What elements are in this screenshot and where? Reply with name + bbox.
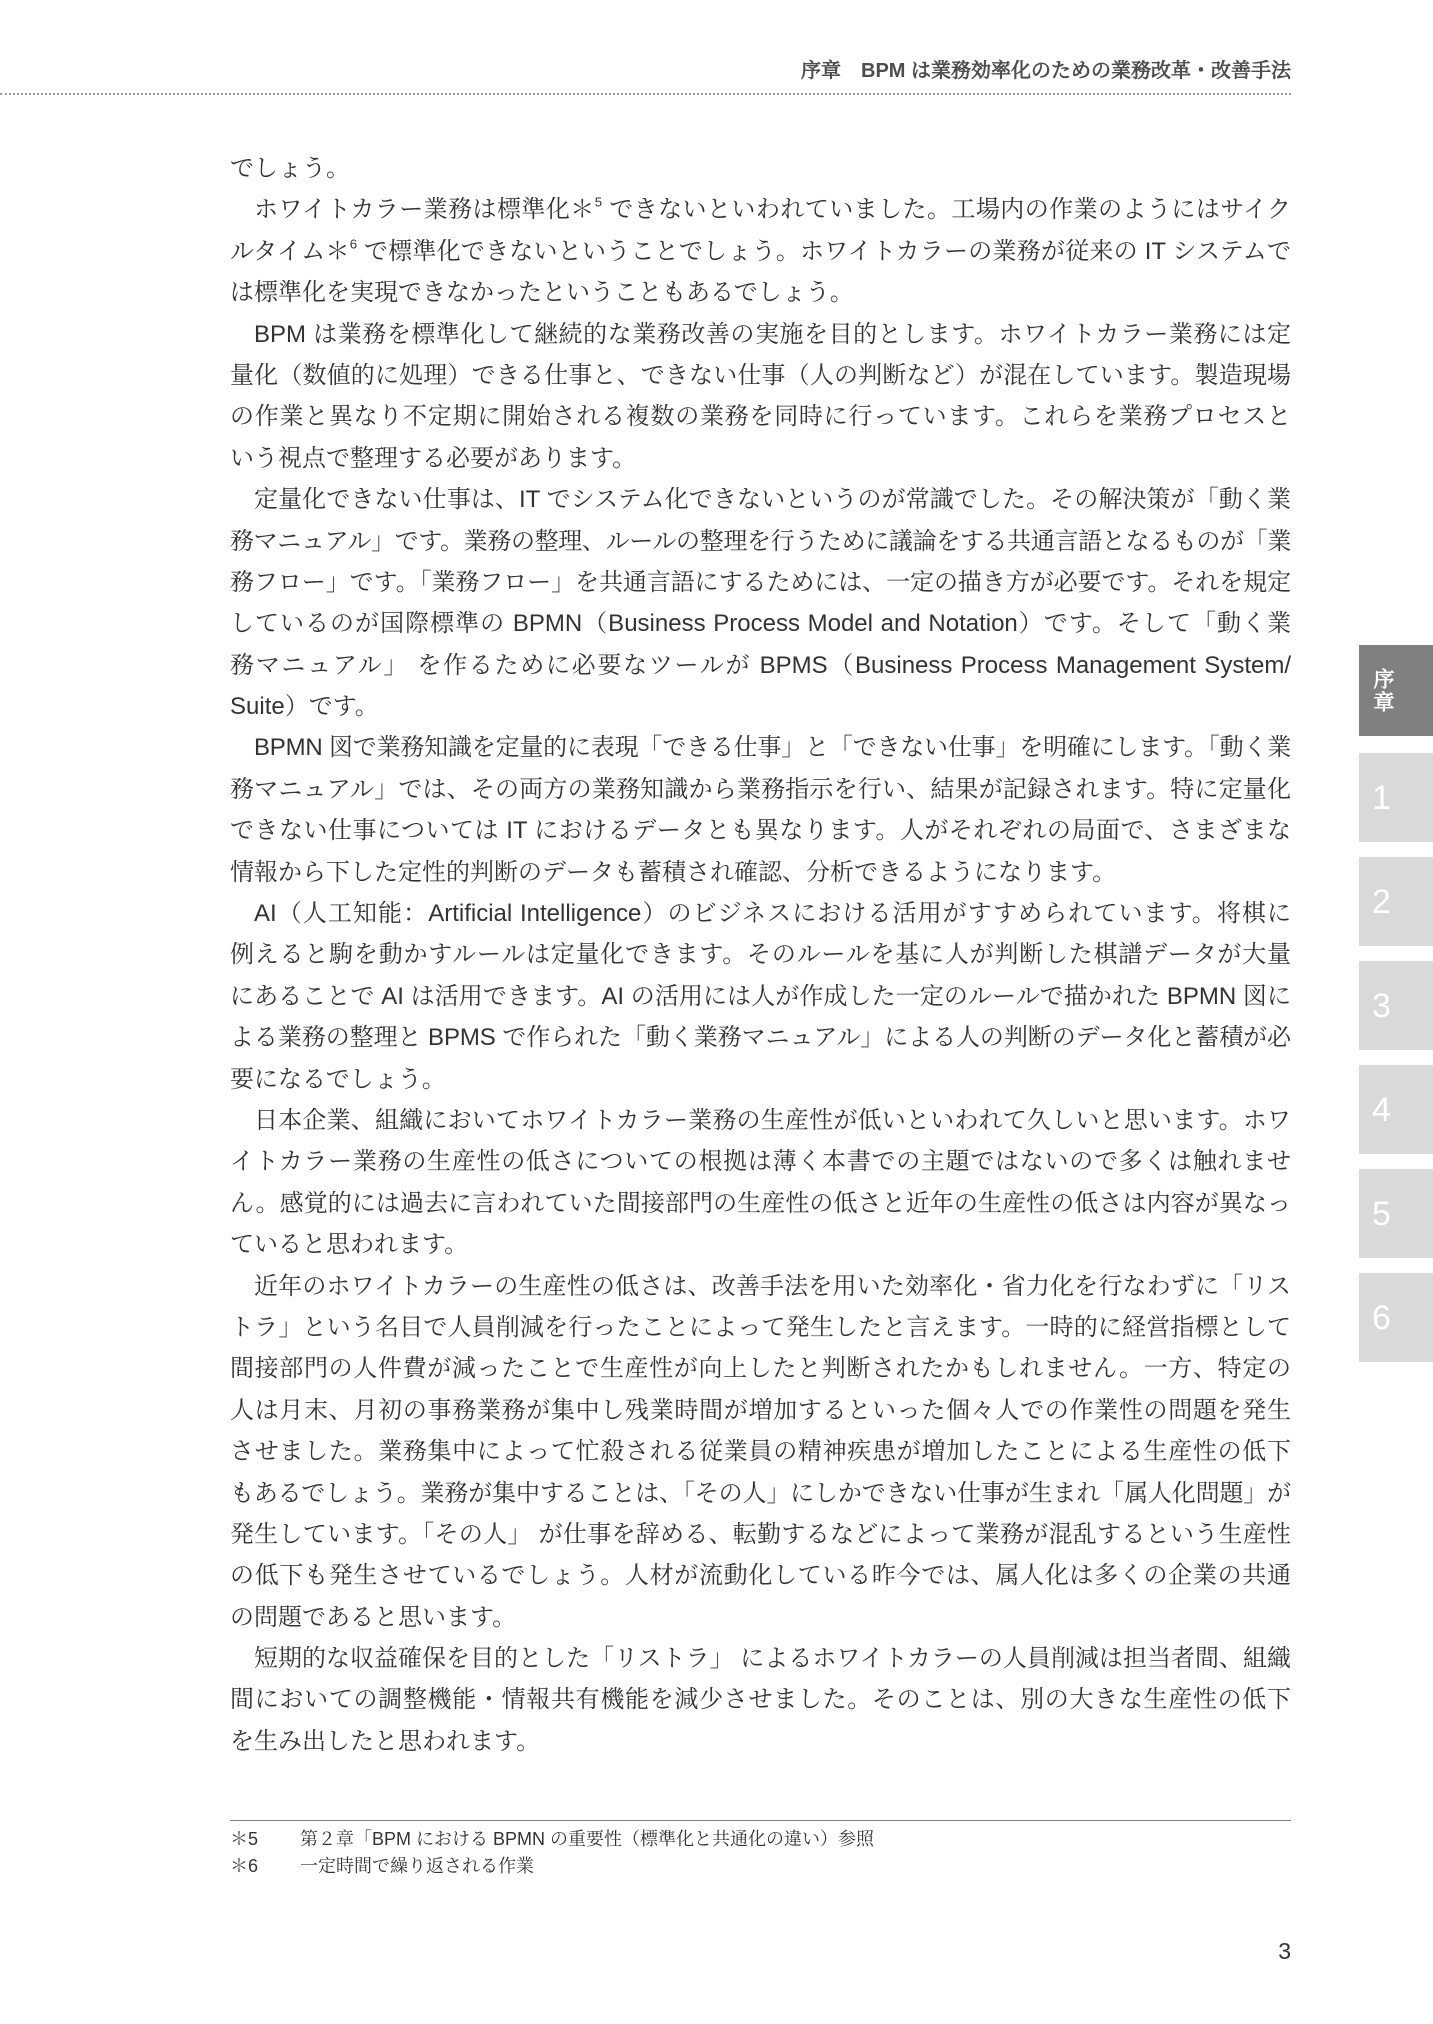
text-line: 定量化できない仕事は、IT でシステム化できないというのが常識でした。その解決策が「動く業 [254, 486, 1291, 514]
text-line: 例えると駒を動かすルールは定量化できます。そのルールを基に人が判断した棋譜データが大量 [230, 941, 1291, 969]
text-segment: できないといわれていました。工場内の作業のようにはサイク [602, 196, 1292, 224]
text-line: 量化（数値的に処理）できる仕事と、できない仕事（人の判断など）が混在しています。製造現場 [230, 361, 1291, 389]
footnote-mark: ＊6 [230, 1856, 259, 1876]
text-line: 務マニュアル」 を作るために必要なツールが BPMS（Business Process Management System/ [230, 651, 1291, 679]
header-dotted-rule [0, 93, 1291, 95]
footnote-mark: ＊5 [230, 1829, 259, 1849]
footnotes [230, 1826, 1291, 1880]
note-reference: 6 [349, 236, 358, 252]
chapter-tab-5 [1359, 1169, 1433, 1258]
paragraph [230, 314, 1291, 480]
footnote-text: 第２章「BPM における BPMN の重要性（標準化と共通化の違い）参照 [300, 1829, 875, 1849]
text-line: AI（人工知能：Artificial Intelligence）のビジネスにおける活用がすすめられています。将棋に [254, 900, 1291, 928]
text-segment: ホワイトカラー業務は標準化＊ [254, 196, 595, 224]
text-line: の問題であると思います。 [230, 1603, 517, 1631]
chapter-tab-label: 序章 [1371, 667, 1394, 714]
paragraph [230, 148, 1291, 189]
text-line: 間においての調整機能・情報共有機能を減少させました。そのことは、別の大きな生産性の低下 [230, 1686, 1291, 1714]
text-line [230, 231, 1291, 272]
text-line: 情報から下した定性的判断のデータも蓄積され確認、分析できるようになります。 [230, 858, 1117, 886]
chapter-tab-label: 5 [1372, 1194, 1391, 1233]
text-line: 近年のホワイトカラーの生産性の低さは、改善手法を用いた効率化・省力化を行なわずに「リス [254, 1272, 1291, 1300]
text-line: もあるでしょう。業務が集中することは、「その人」にしかできない仕事が生まれ「属人化問題」が [230, 1479, 1291, 1507]
text-line: しているのが国際標準の BPMN（Business Process Model and Notation）です。そして「動く業 [230, 610, 1291, 638]
text-line: ていると思われます。 [230, 1231, 469, 1259]
text-line: 要になるでしょう。 [230, 1065, 446, 1093]
chapter-tab-2 [1359, 857, 1433, 946]
page-number: 3 [1278, 1938, 1291, 1964]
chapter-index-tabs [1359, 645, 1433, 1377]
body-text [230, 148, 1291, 1762]
text-line [230, 189, 1291, 230]
paragraph [230, 1266, 1291, 1639]
text-line: 人は月末、月初の事務業務が集中し残業時間が増加するといった個々人での作業性の問題を発生 [230, 1396, 1291, 1424]
text-line: させました。業務集中によって忙殺される従業員の精神疾患が増加したことによる生産性の低下 [230, 1438, 1291, 1466]
text-line: トラ」という名目で人員削減を行ったことによって発生したと言えます。一時的に経営指標として [230, 1313, 1291, 1341]
text-line: ん。感覚的には過去に言われていた間接部門の生産性の低さと近年の生産性の低さは内容が異なっ [230, 1189, 1291, 1217]
text-line: の作業と異なり不定期に開始される複数の業務を同時に行っています。これらを業務プロセスと [230, 403, 1291, 431]
chapter-tab-preface [1359, 645, 1433, 736]
text-line: の低下も発生させているでしょう。人材が流動化している昨今では、属人化は多くの企業の共通 [230, 1562, 1291, 1590]
text-line: 務マニュアル」です。業務の整理、ルールの整理を行うために議論をする共通言語となるものが「業 [230, 527, 1291, 555]
text-line: BPMN 図で業務知識を定量的に表現「できる仕事」と「できない仕事」を明確にします。「動く業 [254, 734, 1291, 762]
text-line: 務フロー」です。「業務フロー」を共通言語にするためには、一定の描き方が必要です。それを規定 [230, 568, 1291, 596]
text-line: 務マニュアル」では、その両方の業務知識から業務指示を行い、結果が記録されます。特に定量化 [230, 775, 1291, 803]
footnote-rule [230, 1820, 1291, 1821]
text-line: 間接部門の人件費が減ったことで生産性が向上したと判断されたかもしれません。一方、特定の [230, 1355, 1291, 1383]
text-line: 日本企業、組織においてホワイトカラー業務の生産性が低いといわれて久しいと思います。ホワ [254, 1106, 1291, 1134]
text-line: Suite）です。 [230, 693, 379, 721]
paragraph [230, 189, 1291, 313]
paragraph [230, 479, 1291, 727]
paragraph [230, 1638, 1291, 1762]
text-line: でしょう。 [230, 155, 350, 182]
chapter-tab-4 [1359, 1065, 1433, 1154]
text-line: よる業務の整理と BPMS で作られた「動く業務マニュアル」による人の判断のデータ化と蓄積が必 [230, 1024, 1291, 1052]
text-line: BPM は業務を標準化して継続的な業務改善の実施を目的とします。ホワイトカラー業務には定 [254, 320, 1291, 348]
chapter-tab-1 [1359, 753, 1433, 842]
text-segment: ルタイム＊ [230, 237, 350, 265]
text-line: を生み出したと思われます。 [230, 1727, 541, 1755]
text-line: 短期的な収益確保を目的とした「リストラ」 によるホワイトカラーの人員削減は担当者間、組織 [254, 1645, 1291, 1673]
text-line: 発生しています。「その人」 が仕事を辞める、転勤するなどによって業務が混乱するという生産性 [230, 1520, 1291, 1548]
running-header: 序章 BPM は業務効率化のための業務改革・改善手法 [801, 60, 1291, 82]
note-reference: 5 [594, 194, 603, 210]
chapter-tab-6 [1359, 1273, 1433, 1362]
paragraph [230, 1100, 1291, 1266]
chapter-tab-3 [1359, 961, 1433, 1050]
chapter-tab-label: 1 [1372, 778, 1391, 817]
chapter-tab-label: 6 [1372, 1298, 1391, 1337]
footnote-text: 一定時間で繰り返される作業 [300, 1856, 534, 1876]
paragraph [230, 727, 1291, 893]
text-segment: で標準化できないということでしょう。ホワイトカラーの業務が従来の IT システムで [357, 237, 1291, 265]
footnote [230, 1826, 1291, 1853]
footnote [230, 1853, 1291, 1880]
paragraph [230, 893, 1291, 1100]
text-line: イトカラー業務の生産性の低さについての根拠は薄く本書での主題ではないので多くは触れませ [230, 1148, 1291, 1176]
text-line: にあることで AI は活用できます。AI の活用には人が作成した一定のルールで描かれた BPMN 図に [230, 982, 1291, 1010]
text-line: は標準化を実現できなかったということもあるでしょう。 [230, 279, 854, 307]
text-line: いう視点で整理する必要があります。 [230, 444, 637, 472]
chapter-tab-label: 3 [1372, 986, 1391, 1025]
text-line: できない仕事については IT におけるデータとも異なります。人がそれぞれの局面で、さまざまな [230, 817, 1291, 845]
chapter-tab-label: 4 [1372, 1090, 1391, 1129]
chapter-tab-label: 2 [1372, 882, 1391, 921]
